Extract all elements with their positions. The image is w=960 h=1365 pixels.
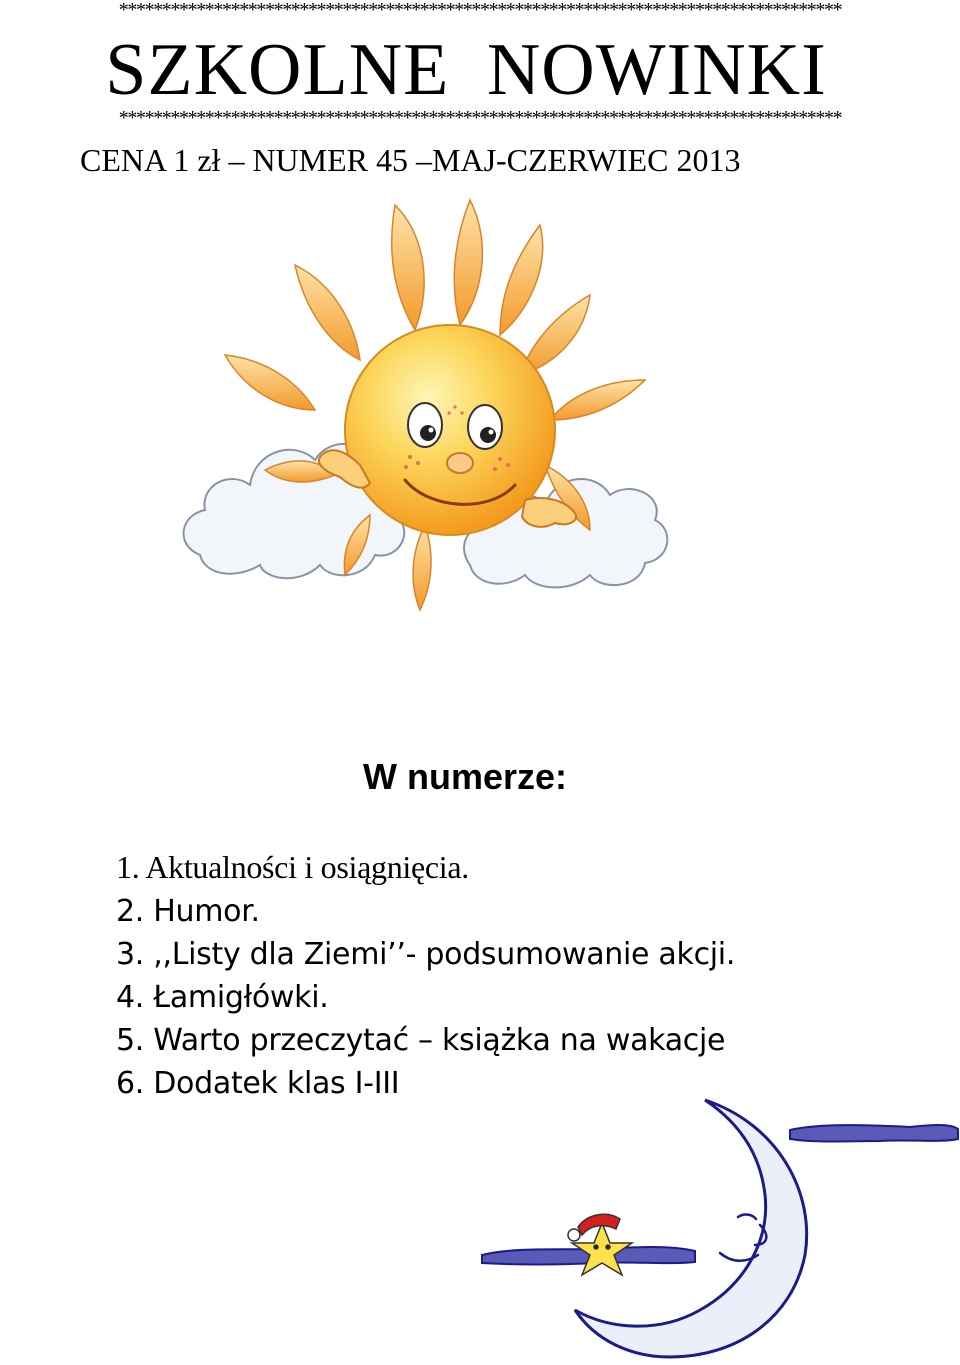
issue-line: CENA 1 zł – NUMER 45 –MAJ-CZERWIEC 2013 bbox=[80, 142, 741, 178]
contents-item-text: 1. Aktualności i osiągnięcia. bbox=[116, 849, 470, 885]
star-character bbox=[568, 1214, 632, 1275]
sun-illustration bbox=[170, 195, 680, 625]
contents-item-1 bbox=[116, 846, 735, 890]
sun-nose bbox=[447, 453, 473, 473]
moon-illustration bbox=[470, 1095, 960, 1365]
crescent-moon bbox=[575, 1100, 807, 1357]
contents-item-2: 2. Humor. bbox=[116, 894, 260, 929]
stars-divider-top: ************************************************************************************ bbox=[118, 0, 842, 20]
contents-heading: W numerze: bbox=[362, 756, 567, 797]
contents-item-4: 4. Łamigłówki. bbox=[116, 980, 329, 1015]
moon-eye-icon bbox=[738, 1215, 756, 1219]
night-strip-right bbox=[790, 1125, 958, 1142]
stars-divider-bottom: ************************************************************************************ bbox=[118, 108, 842, 128]
contents-list bbox=[116, 846, 735, 1105]
newspaper-title: SZKOLNE NOWINKI bbox=[105, 29, 827, 111]
contents-item-5: 5. Warto przeczytać – książka na wakacje bbox=[116, 1023, 726, 1058]
contents-item-3: 3. ,,Listy dla Ziemi’’- podsumowanie akcji. bbox=[116, 937, 736, 972]
contents-item-6: 6. Dodatek klas I-III bbox=[116, 1066, 400, 1101]
